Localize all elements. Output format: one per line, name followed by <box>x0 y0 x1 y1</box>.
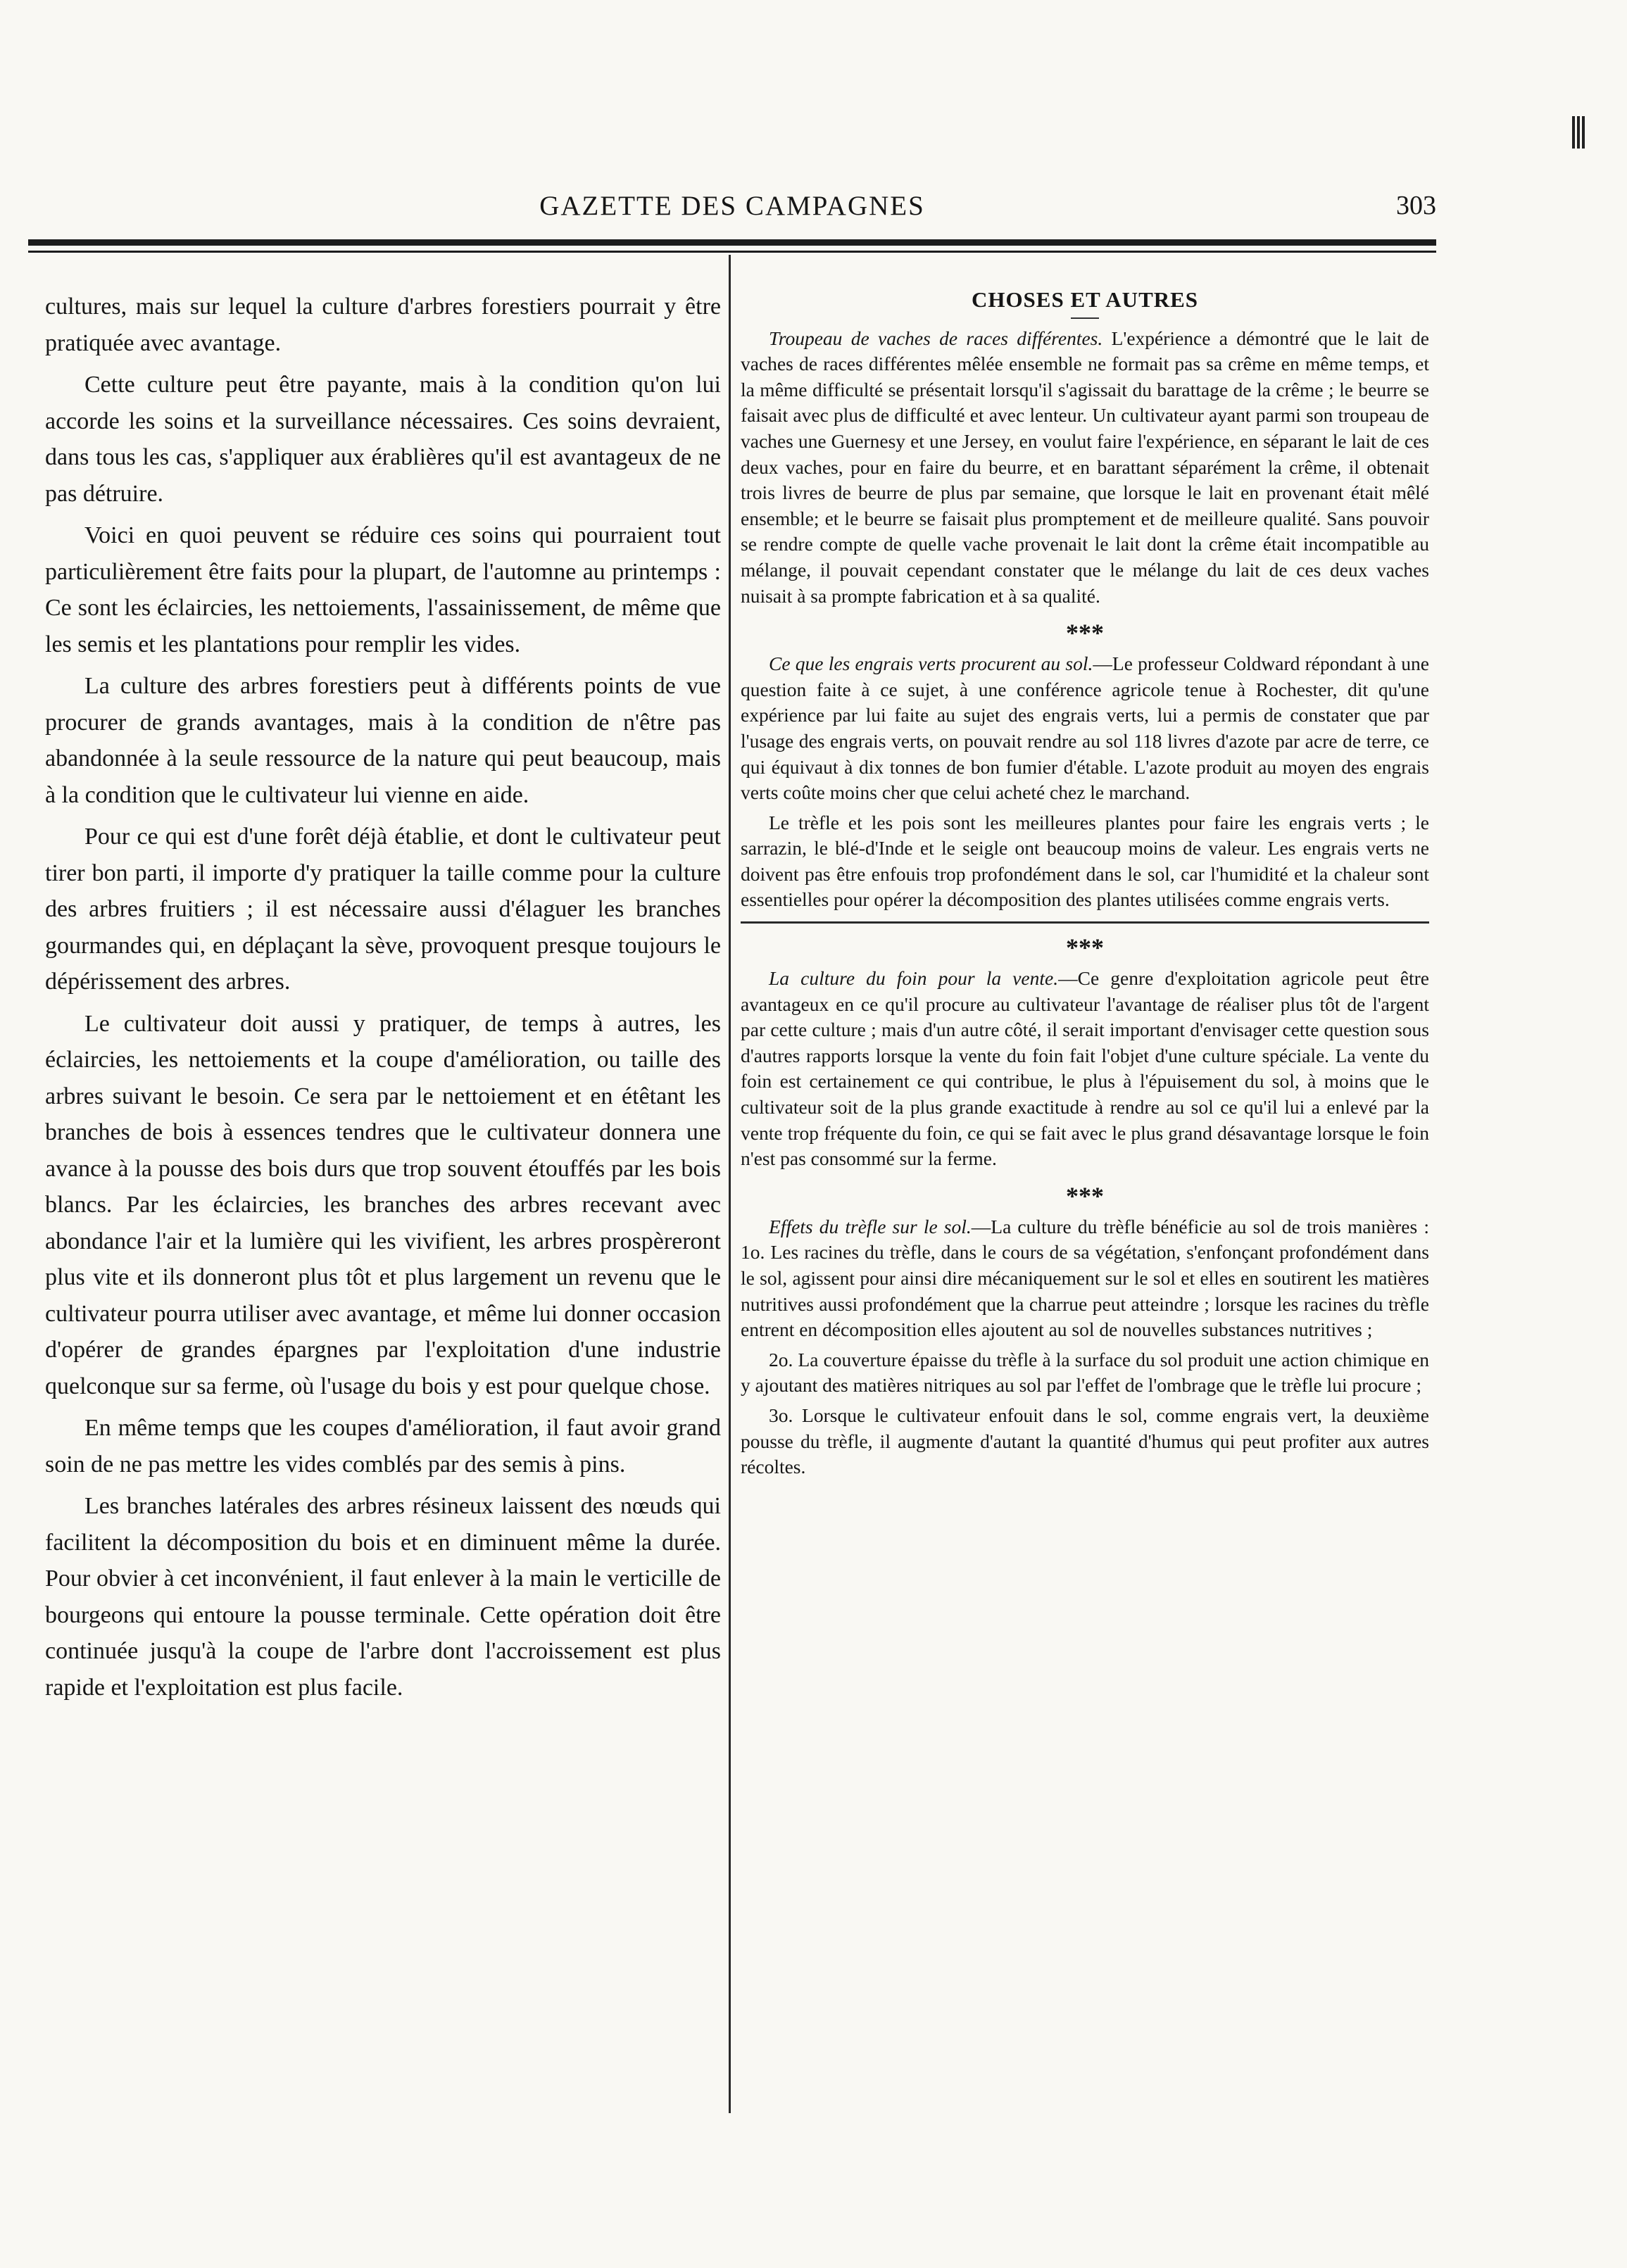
article-lead: Effets du trèfle sur le sol. <box>769 1215 972 1237</box>
article-troupeau <box>741 326 1429 610</box>
page-header <box>28 184 1436 227</box>
paragraph: La culture des arbres forestiers peut à différents points de vue procurer de grands avantages, mais à la condition de n'être pas abandonnée à la seule ressource de la nature qui peut beaucoup, mais à la condition que le cultivateur lui vienne en aide. <box>45 673 721 808</box>
column-divider <box>729 255 731 2113</box>
article-paragraph: 3o. Lorsque le cultivateur enfouit dans le sol, comme engrais vert, la deuxième pousse du trèfle, il augmente d'autant la quantité d'humus qui peut profiter aux autres récoltes. <box>741 1404 1429 1478</box>
right-column <box>741 287 1429 1480</box>
article-paragraph: 2o. La couverture épaisse du trèfle à la surface du sol produit une action chimique en y ajoutant des matières nitriques au sol par l'effet de l'ombrage que le trèfle lui procure ; <box>741 1348 1429 1397</box>
article-lead: La culture du foin pour la vente. <box>769 967 1059 990</box>
title-dash <box>1071 317 1099 319</box>
paragraph: Voici en quoi peuvent se réduire ces soins qui pourraient tout particulièrement être faits pour la plupart, de l'automne au printemps : Ce sont les éclaircies, les nettoiements, l'assainissement, de même que les semis et les plantations pour remplir les vides. <box>45 522 721 657</box>
article-lead: Troupeau de vaches de races différentes. <box>769 327 1103 349</box>
paragraph: Pour ce qui est d'une forêt déjà établie, et dont le cultivateur peut tirer bon parti, il importe d'y pratiquer la taille comme pour la culture des arbres fruitiers ; il est nécessaire aussi d'élaguer les branches gourmandes qui, en déplaçant la sève, provoquent presque toujours le dépérissement des arbres. <box>45 824 721 995</box>
paragraph: Les branches latérales des arbres résineux laissent des nœuds qui facilitent la décomposition du bois et en diminuent même la durée. Pour obvier à cet inconvénient, il faut enlever à la main le verticille de bourgeons qui entoure la pousse terminale. Cette opération doit être continuée jusqu'à la coupe de l'arbre dont l'accroissement est plus rapide et l'exploitation est plus facile. <box>45 1493 721 1701</box>
paragraph: Cette culture peut être payante, mais à la condition qu'on lui accorde les soins et la surveillance nécessaires. Ces soins devraient, dans tous les cas, s'appliquer aux érablières qu'il est avantageux de ne pas détruire. <box>45 372 721 507</box>
separator-stars: *** <box>1066 1181 1104 1210</box>
article-text: —Le professeur Coldward répondant à une question faite à ce sujet, à une conférence agricole tenue à Rochester, dit qu'une expérience par lui faite au sujet des engrais verts, lui a permis de constater que par l'usage des engrais verts, on pouvait rendre au sol 118 livres d'azote par acre de terre, ce qui équivaut à dix tonnes de bon fumier d'étable. L'azote produit au moyen des engrais verts coûte moins cher que celui acheté chez le marchand. <box>741 653 1430 804</box>
article-text: —Ce genre d'exploitation agricole peut être avantageux en ce qu'il procure au cultivateur l'avantage de réaliser plus tôt de l'argent par cette culture ; mais d'un autre côté, il serait important d'envisager cette question sous d'autres rapports lorsque la vente du foin fait l'objet d'une culture spéciale. La vente du foin est certainement ce qui contribue, le plus à l'épuisement du sol, à moins que le cultivateur soit de la plus grande exactitude à rendre au sol ce qu'il lui a enlevé par la vente trop fréquente du foin, ce qui se fait avec le plus grand désavantage lorsque le foin n'est pas consommé sur la ferme. <box>741 967 1429 1170</box>
separator-stars: *** <box>1066 933 1104 962</box>
article-lead: Ce que les engrais verts procurent au sol. <box>769 653 1093 675</box>
separator-line <box>741 921 1429 924</box>
article-text: —La culture du trèfle bénéficie au sol de trois manières : 1o. Les racines du trèfle, dans le cours de sa végétation, s'enfonçant profondément dans le sol, agissent pour ainsi dire mécaniquement sur le sol et elles en soutirent les matières nutritives aussi profondément que la charrue peut atteindre ; lorsque les racines du trèfle entrent en décomposition elles ajoutent au sol de nouvelles substances nutritives ; <box>741 1215 1429 1341</box>
article-foin <box>741 966 1429 1172</box>
article-trefle <box>741 1214 1429 1343</box>
article-engrais <box>741 651 1429 806</box>
paragraph: cultures, mais sur lequel la culture d'arbres forestiers pourrait y être pratiquée avec avantage. <box>45 294 721 356</box>
page-title: GAZETTE DES CAMPAGNES <box>539 191 925 221</box>
section-title: CHOSES ET AUTRES <box>971 287 1199 312</box>
article-text: L'expérience a démontré que le lait de vaches de races différentes mêlée ensemble ne formait pas sa crême en même temps, et la même difficulté se présentait lorsqu'il s'agissait du barattage de la crême ; le beurre se faisait avec plus de difficulté et avec lenteur. Un cultivateur ayant parmi son troupeau de vaches une Guernesy et une Jersey, en voulut faire l'expérience, en séparant le lait de ces deux vaches, pour en faire du beurre, et en barattant séparément la crême, il obtenait trois livres de beurre de plus par semaine, que lorsque le lait en provenant était mêlé ensemble; et le beurre se faisait plus promptement et de meilleure qualité. Sans pouvoir se rendre compte de quelle vache provenait le lait dont la crême était incompatible au mélange, il pouvait cependant constater que le mélange du lait de ces deux vaches nuisait à sa prompte fabrication et à sa qualité. <box>741 327 1429 607</box>
margin-marks <box>1572 116 1599 158</box>
left-column <box>45 289 721 1711</box>
header-rule <box>28 239 1436 246</box>
page-number: 303 <box>1396 191 1436 220</box>
separator-stars: *** <box>1066 619 1104 648</box>
paragraph: Le cultivateur doit aussi y pratiquer, de temps à autres, les éclaircies, les nettoiements et la coupe d'amélioration, ou taille des arbres suivant le besoin. Ce sera par le nettoiement et en étêtant les branches de bois à essences tendres que le cultivateur donnera une avance à la pousse des bois durs que trop souvent étouffés par les bois blancs. Par les éclaircies, les branches des arbres recevant avec abondance l'air et la lumière qui les vivifient, les arbres prospèreront plus vite et ils donneront plus tôt et plus largement un revenu que le cultivateur pourra utiliser avec avantage, et même lui donner occasion d'opérer de grandes épargnes par l'exploitation d'une industrie quelconque sur sa ferme, où l'usage du bois y est pour quelque chose. <box>45 1010 721 1399</box>
article-paragraph: Le trèfle et les pois sont les meilleures plantes pour faire les engrais verts ; le sarrazin, le blé-d'Inde et le seigle ont beaucoup moins de valeur. Les engrais verts ne doivent pas être enfouis trop profondément dans le sol, car l'humidité et la chaleur sont essentielles pour opérer la décomposition des plantes utilisées comme engrais verts. <box>741 811 1429 911</box>
header-rule-thin <box>28 251 1436 253</box>
paragraph: En même temps que les coupes d'amélioration, il faut avoir grand soin de ne pas mettre les vides comblés par des semis à pins. <box>45 1415 721 1478</box>
